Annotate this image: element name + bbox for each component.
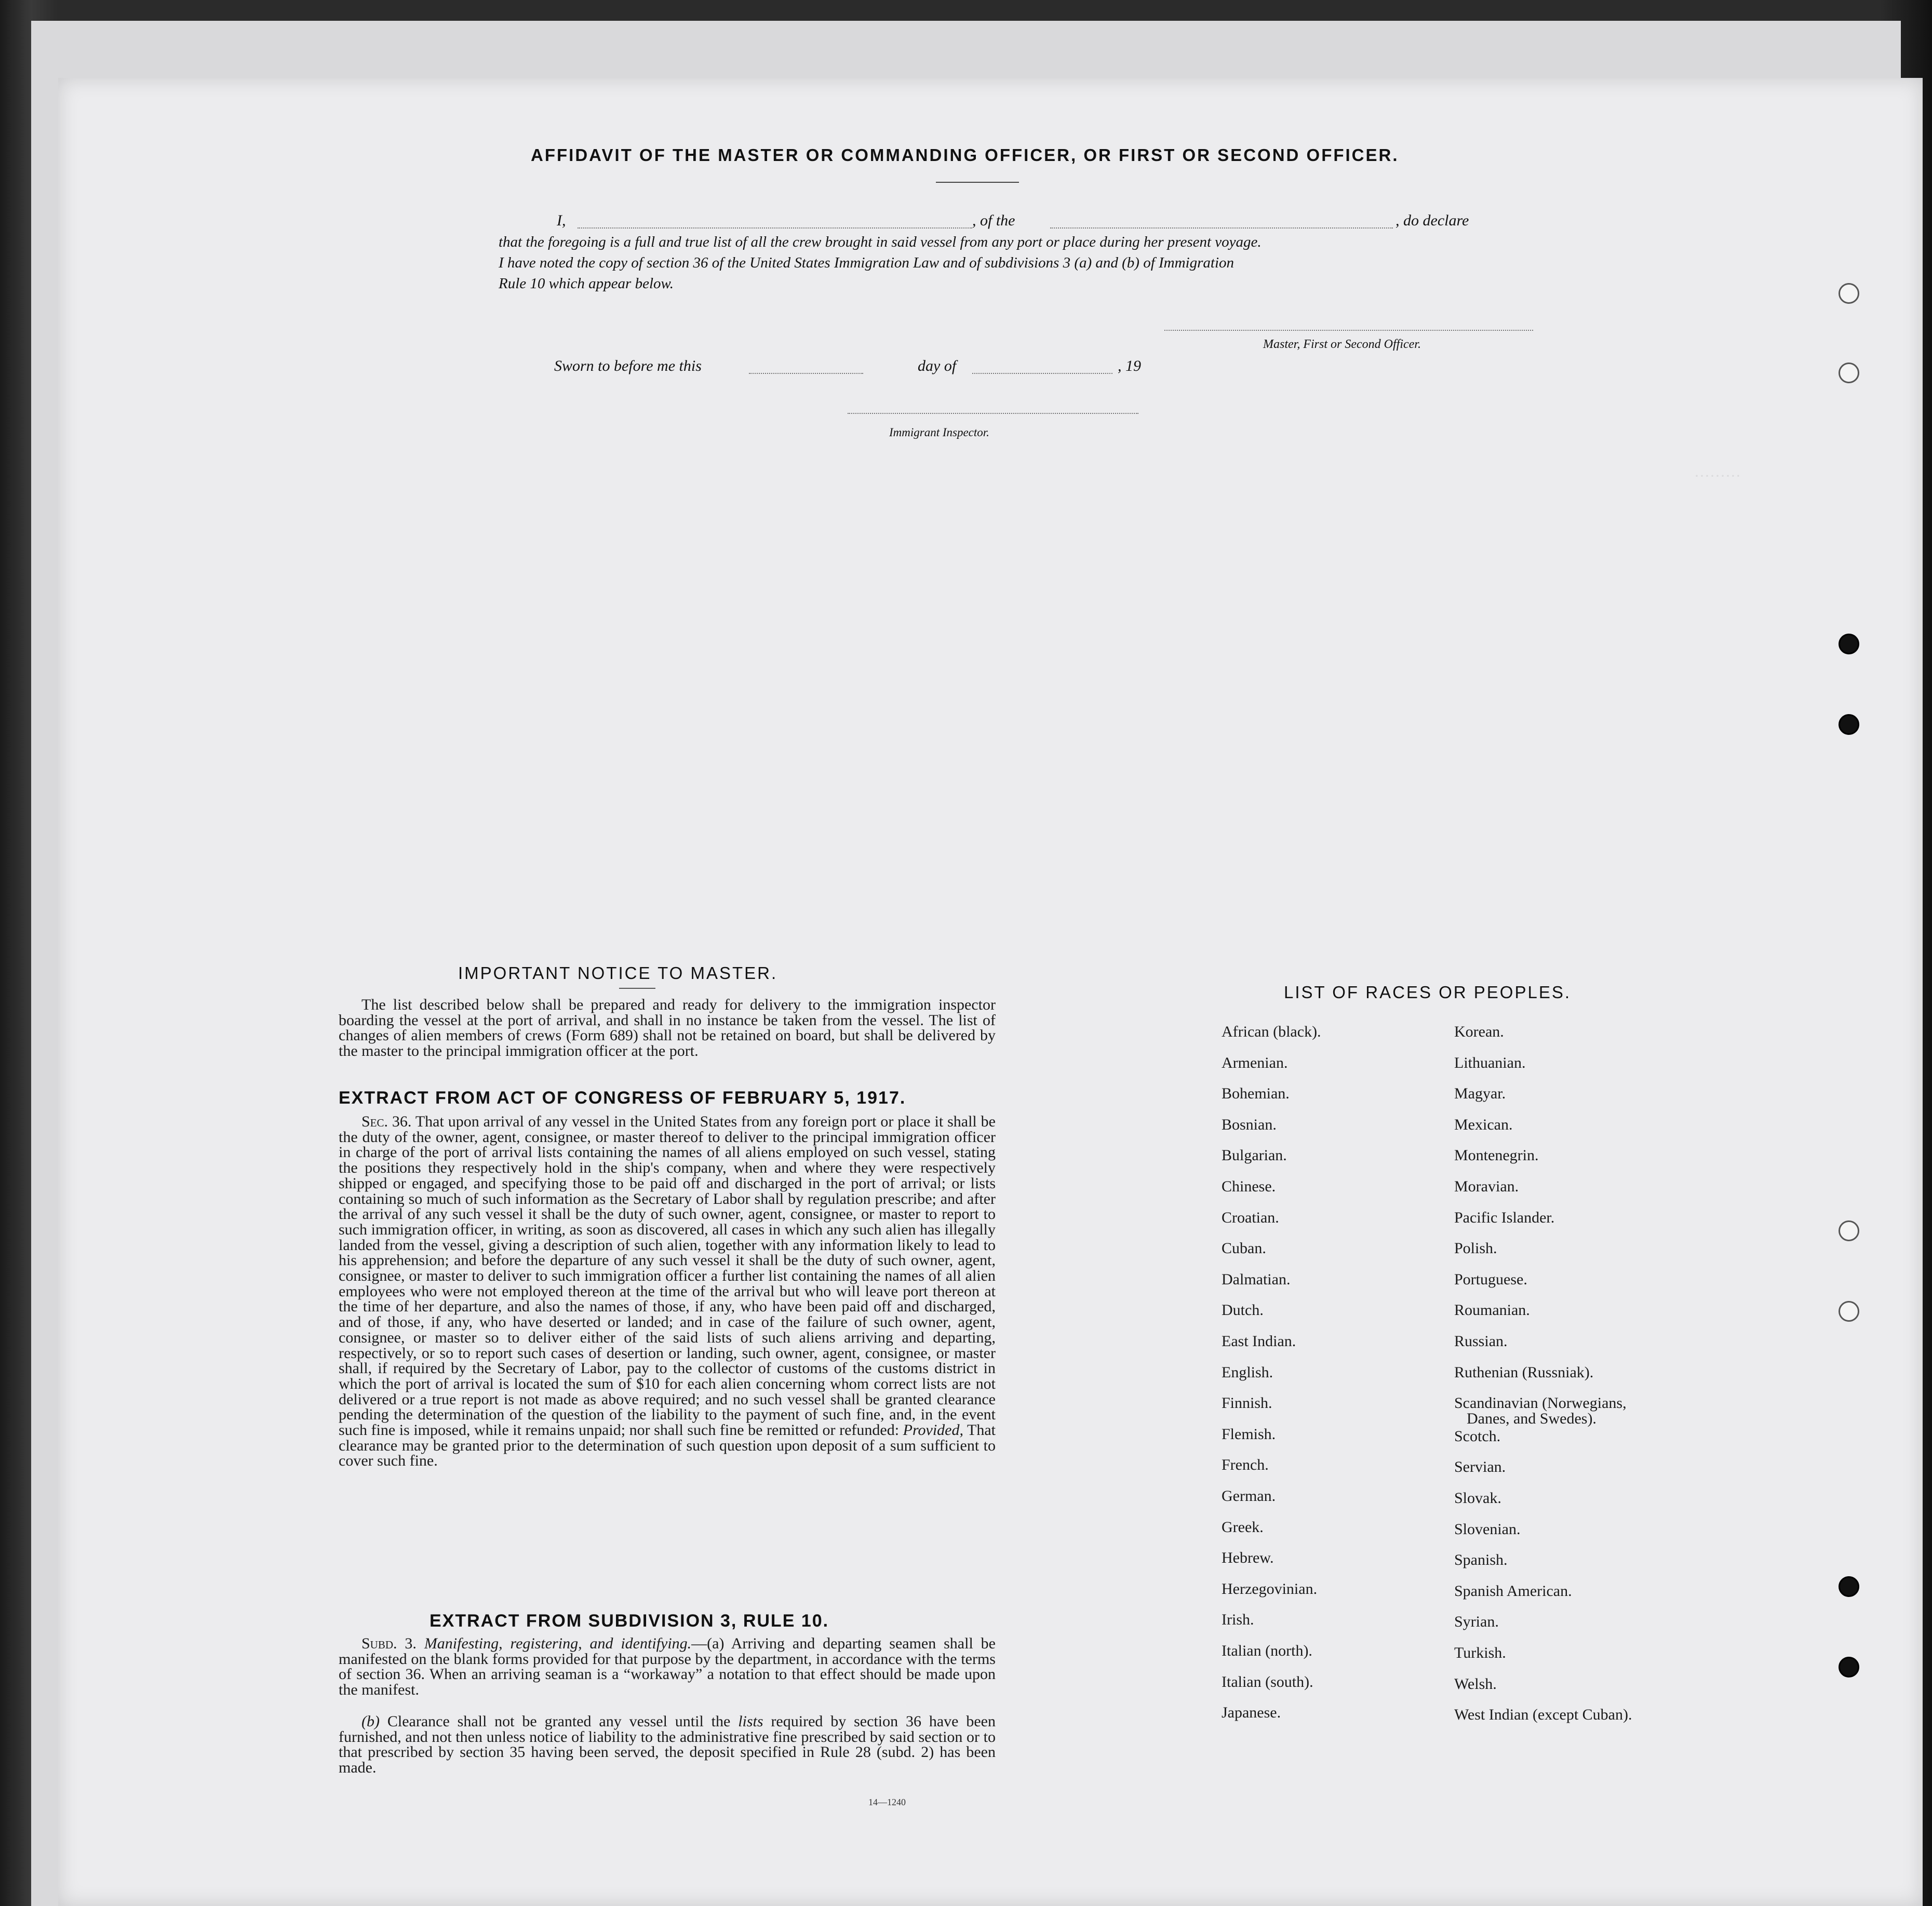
race-item: Roumanian. xyxy=(1454,1301,1530,1319)
races-title: LIST OF RACES OR PEOPLES. xyxy=(1284,983,1572,1002)
race-item: Dutch. xyxy=(1222,1301,1264,1319)
rule-title: EXTRACT FROM SUBDIVISION 3, RULE 10. xyxy=(430,1611,829,1631)
act-text xyxy=(339,1114,996,1469)
form-code: 14—1240 xyxy=(868,1797,906,1807)
punch-hole xyxy=(1839,1301,1859,1322)
race-item: Spanish. xyxy=(1454,1551,1508,1569)
race-item: Dalmatian. xyxy=(1222,1270,1291,1288)
sec-label: Sec. 36. xyxy=(361,1113,412,1130)
race-item: Moravian. xyxy=(1454,1178,1519,1195)
race-item: Armenian. xyxy=(1222,1054,1288,1071)
race-item: Servian. xyxy=(1454,1458,1506,1476)
race-item: Mexican. xyxy=(1454,1116,1513,1133)
officer-signature-field[interactable] xyxy=(1164,330,1533,331)
sworn-day-field[interactable] xyxy=(749,373,863,374)
race-item: Cuban. xyxy=(1222,1240,1266,1257)
race-item: Magyar. xyxy=(1454,1085,1506,1103)
race-item: French. xyxy=(1222,1456,1269,1474)
affidavit-line-4: Rule 10 which appear below. xyxy=(499,275,674,292)
affiant-name-field[interactable] xyxy=(578,227,972,229)
race-item: East Indian. xyxy=(1222,1333,1296,1350)
day-of-label: day of xyxy=(918,357,957,374)
race-item: German. xyxy=(1222,1487,1276,1505)
affidavit-line-2: that the foregoing is a full and true list of all the crew brought in said vessel from any port or place during her present voyage. xyxy=(499,234,1262,250)
race-item: Hebrew. xyxy=(1222,1549,1274,1567)
race-item: Flemish. xyxy=(1222,1425,1276,1443)
race-item: Greek. xyxy=(1222,1518,1264,1536)
subd-b-text-1: Clearance shall not be granted any vessel until the xyxy=(387,1713,731,1730)
notice-title: IMPORTANT NOTICE TO MASTER. xyxy=(458,963,778,983)
race-item: Finnish. xyxy=(1222,1394,1272,1412)
race-item: West Indian (except Cuban). xyxy=(1454,1706,1632,1724)
race-item: Welsh. xyxy=(1454,1675,1497,1693)
punch-hole xyxy=(1839,283,1859,304)
subd-label: Subd. 3. xyxy=(361,1635,417,1652)
year-label: , 19 xyxy=(1118,357,1141,374)
race-item: Italian (north). xyxy=(1222,1642,1312,1659)
act-body-end: That clearance may be granted prior to the determination of such question upon deposit of a sum sufficient to cover such fine. xyxy=(339,1421,996,1470)
affidavit-line-3: I have noted the copy of section 36 of the United States Immigration Law and of subdivisions 3 (a) and (b) of Immigration xyxy=(499,254,1235,271)
subd-a-label: —(a) xyxy=(691,1635,725,1652)
subd-b-label: (b) xyxy=(361,1713,380,1730)
race-item: Italian (south). xyxy=(1222,1673,1313,1690)
subd-b-text-2: required by section 36 have been furnished, and not then unless notice of liability to the administrative fine prescribed by said section or to that prescribed by section 35 having been served, the deposit specified in Rule 28 (subd. 2) has been made. xyxy=(339,1713,996,1777)
race-item: Lithuanian. xyxy=(1454,1054,1526,1071)
officer-signature-label: Master, First or Second Officer. xyxy=(1263,338,1421,351)
race-item: Irish. xyxy=(1222,1611,1254,1629)
race-item: Turkish. xyxy=(1454,1644,1506,1661)
act-title: EXTRACT FROM ACT OF CONGRESS OF FEBRUARY 5, 1917. xyxy=(339,1088,906,1108)
race-item: Bosnian. xyxy=(1222,1116,1277,1133)
race-item: Japanese. xyxy=(1222,1704,1281,1722)
race-item: Pacific Islander. xyxy=(1454,1209,1555,1226)
race-item: Korean. xyxy=(1454,1023,1504,1040)
race-item: Chinese. xyxy=(1222,1178,1276,1195)
punch-hole xyxy=(1839,634,1859,654)
punch-hole xyxy=(1839,1220,1859,1241)
subd-heading: Manifesting, registering, and identifying. xyxy=(424,1635,692,1652)
race-item: Ruthenian (Russniak). xyxy=(1454,1363,1594,1381)
race-item: Bohemian. xyxy=(1222,1085,1290,1103)
subd-b-lists: lists xyxy=(738,1713,763,1730)
affiant-label: I, xyxy=(557,212,566,229)
notice-text: The list described below shall be prepared and ready for delivery to the immigration inspector boarding the vessel at the port of arrival, and shall in no instance be taken from the vessel. The list of changes of alien members of crews (Form 689) shall not be retained on board, but shall be delivered by the master to the principal immigration officer at the port. xyxy=(339,996,996,1060)
race-item: Slovenian. xyxy=(1454,1520,1521,1538)
race-item: Spanish American. xyxy=(1454,1582,1572,1600)
inspector-signature-field[interactable] xyxy=(848,413,1138,414)
race-item: Scotch. xyxy=(1454,1427,1501,1445)
vessel-name-field[interactable] xyxy=(1050,227,1393,229)
race-item: Russian. xyxy=(1454,1333,1508,1350)
rule-subd-b xyxy=(339,1714,996,1776)
race-item: Croatian. xyxy=(1222,1209,1279,1226)
rule-subd-a xyxy=(339,1636,996,1698)
punch-hole xyxy=(1839,714,1859,735)
title-underline xyxy=(936,182,1019,183)
race-item: Polish. xyxy=(1454,1240,1497,1257)
document-page xyxy=(58,78,1923,1906)
race-item: African (black). xyxy=(1222,1023,1321,1040)
sworn-label: Sworn to before me this xyxy=(554,357,702,374)
race-item: Bulgarian. xyxy=(1222,1147,1287,1164)
declare-label: , do declare xyxy=(1396,212,1469,229)
race-item: Slovak. xyxy=(1454,1489,1501,1507)
race-item: Portuguese. xyxy=(1454,1270,1527,1288)
affidavit-title: AFFIDAVIT OF THE MASTER OR COMMANDING OFFICER, OR FIRST OR SECOND OFFICER. xyxy=(531,145,1399,165)
race-item: Syrian. xyxy=(1454,1613,1499,1631)
bleed-through-mark: ········· xyxy=(1694,467,1741,485)
race-item: Herzegovinian. xyxy=(1222,1580,1318,1598)
inspector-label: Immigrant Inspector. xyxy=(889,426,989,439)
notice-title-underline xyxy=(619,988,655,989)
punch-hole xyxy=(1839,1576,1859,1597)
subd-a-text: Arriving and departing seamen shall be manifested on the blank forms provided for that purpose by the department, in accordance with the terms of section 36. When an arriving seaman is a “workaway” a notation to that effect should be made upon the manifest. xyxy=(339,1635,996,1699)
punch-hole xyxy=(1839,1657,1859,1677)
provided-label: Provided, xyxy=(903,1421,963,1439)
sworn-month-field[interactable] xyxy=(972,373,1112,374)
act-body: That upon arrival of any vessel in the United States from any foreign port or place it shall be the duty of the owner, agent, consignee, or master thereof to deliver to the principal immigration officer in charge of the port of arrival lists containing the names of all aliens employed on such vessel, stating the positions they respectively hold in the ship's company, when and where they were respectively shipped or engaged, and specifying those to be paid off and discharged in the port of arrival; or lists containing so much of such information as the Secretary of Labor shall by regulation prescribe; and after the arrival of any such vessel it shall be the duty of such owner, agent, consignee, or master to report to such immigration officer, in writing, as soon as discovered, all cases in which any such alien has illegally landed from the vessel, giving a description of such alien, together with any information likely to lead to his apprehension; and before the departure of any such vessel it shall be the duty of such owner, agent, consignee, or master to deliver to such immigration officer a further list containing the names of all alien employees who were not employed thereon at the time of the arrival but who will leave port thereon at the time of her departure, and also the names of those, if any, who have been paid off and discharged, and of those, if any, who have deserted or landed; and in case of the failure of such owner, agent, consignee, or master so to deliver either of the said lists of such aliens arriving and departing, respectively, or so to report such cases of desertion or landing, such owner, agent, consignee, or master shall, if required by the Secretary of Labor, pay to the collector of customs of the customs district in which the port of arrival is located the sum of $10 for each alien concerning whom correct lists are not delivered or a true report is not made as above required; and no such vessel shall be granted clearance pending the determination of the question of the liability to the payment of such fine, and, in the event such fine is imposed, while it remains unpaid; nor shall such fine be remitted or refunded: xyxy=(339,1113,996,1439)
vessel-label: , of the xyxy=(972,212,1015,229)
punch-hole xyxy=(1839,363,1859,383)
race-item: Montenegrin. xyxy=(1454,1147,1539,1164)
race-item: English. xyxy=(1222,1363,1273,1381)
race-item: Scandinavian (Norwegians, xyxy=(1454,1394,1627,1412)
race-scandinavian-continued: Danes, and Swedes). xyxy=(1467,1410,1596,1428)
